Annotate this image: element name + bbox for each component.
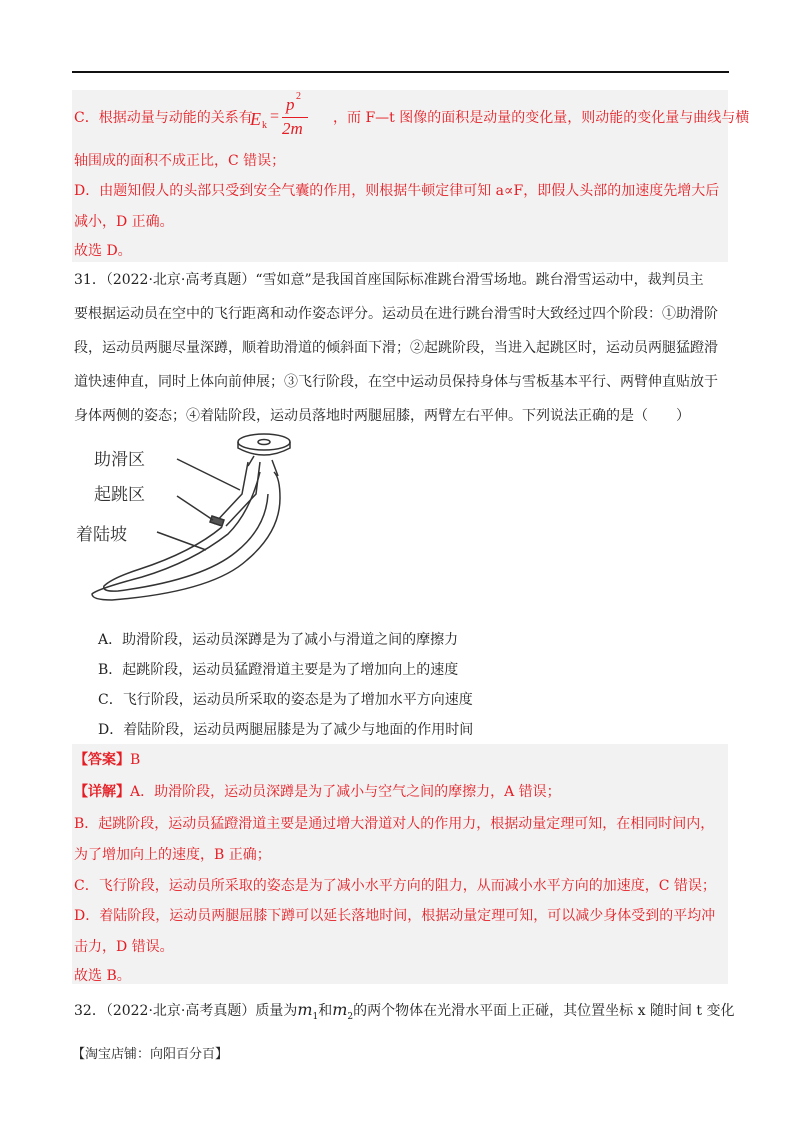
detail-tag: 【详解】 xyxy=(74,784,130,800)
conclusion-1: 故选 D。 xyxy=(74,243,132,259)
option-d: D．着陆阶段，运动员两腿屈膝是为了减少与地面的作用时间 xyxy=(98,722,474,738)
option-c: C．飞行阶段，运动员所采取的姿态是为了增加水平方向速度 xyxy=(98,692,473,708)
question-32-and: 和 xyxy=(318,1003,333,1019)
question-32-pre: 32．（2022·北京·高考真题）质量为 xyxy=(74,1003,298,1019)
detail-c: C．飞行阶段，运动员所采取的姿态是为了减小水平方向的阻力，从而减小水平方向的加速度，C 错误； xyxy=(74,878,716,894)
leader-line-landing xyxy=(157,532,206,550)
label-takeoff: 起跳区 xyxy=(94,485,145,505)
explanation-text: C．根据动量与动能的关系有 xyxy=(74,110,253,126)
question-31-line3: 段，运动员两腿尽量深蹲，顺着助滑道的倾斜面下滑；②起跳阶段，当进入起跳区时，运动员两腿猛蹬滑 xyxy=(74,340,718,356)
option-a: A．助滑阶段，运动员深蹲是为了减小与滑道之间的摩擦力 xyxy=(98,632,459,648)
header-rule xyxy=(72,71,729,73)
label-landing-slope: 着陆坡 xyxy=(76,525,127,545)
detail-d-line1: D．着陆阶段，运动员两腿屈膝下蹲可以延长落地时间，根据动量定理可知，可以减少身体受到的平均冲 xyxy=(74,908,716,924)
detail-b-line2: 为了增加向上的速度，B 正确； xyxy=(74,847,271,863)
conclusion-2: 故选 B。 xyxy=(74,968,131,984)
option-c-line2: 轴围成的面积不成正比，C 错误； xyxy=(74,153,286,169)
detail-b-line1: B．起跳阶段，运动员猛蹬滑道主要是通过增大滑道对人的作用力，根据动量定理可知，在相同时间内， xyxy=(74,816,715,832)
formula-e: E xyxy=(250,109,261,129)
mass-2-sub: 2 xyxy=(347,1011,354,1022)
tower-strut xyxy=(248,456,278,476)
answer-value: B xyxy=(130,752,141,768)
option-c-explanation xyxy=(74,108,253,128)
takeoff-zone xyxy=(210,516,224,526)
inrun-right-edge xyxy=(226,462,260,526)
option-d-line2: 减小，D 正确。 xyxy=(74,214,174,230)
question-31-line5: 身体两侧的姿态；④着陆阶段，运动员落地时两腿屈膝，两臂左右平伸。下列说法正确的是（ ） xyxy=(74,408,690,424)
question-31-line4: 道快速伸直，同时上体向前伸展；③飞行阶段，在空中运动员保持身体与雪板基本平行、两臂伸直贴放于 xyxy=(74,374,718,390)
formula-exponent: 2 xyxy=(296,91,301,102)
mass-2: m xyxy=(332,1000,348,1019)
leader-line-inrun xyxy=(177,459,240,490)
answer-line xyxy=(74,750,140,770)
option-d-line1: D．由题知假人的头部只受到安全气囊的作用，则根据牛顿定律可知 a∝F，即假人头部的加速度先增大后 xyxy=(74,183,720,199)
detail-line xyxy=(74,782,561,802)
formula-sub-k: k xyxy=(262,120,267,131)
fraction-bar xyxy=(282,117,308,118)
formula-denominator: 2m xyxy=(282,119,303,138)
detail-a: A．助滑阶段，运动员深蹲是为了减小与空气之间的摩擦力，A 错误； xyxy=(130,784,561,800)
question-31-line2: 要根据运动员在空中的飞行距离和动作姿态评分。运动员在进行跳台滑雪时大致经过四个阶段：①助滑阶 xyxy=(74,306,718,322)
option-c-explanation-cont xyxy=(333,108,749,128)
question-31-line1: 31．（2022·北京·高考真题）“雪如意”是我国首座国际标准跳台滑雪场地。跳台滑雪运动中，裁判员主 xyxy=(74,272,704,288)
label-inrun: 助滑区 xyxy=(94,450,145,470)
formula-numerator: p xyxy=(286,95,295,114)
mass-1-sub: 1 xyxy=(312,1011,319,1022)
detail-d-line2: 击力，D 错误。 xyxy=(74,939,174,955)
start-platform xyxy=(238,434,290,450)
question-32-line1 xyxy=(74,1000,734,1027)
ski-jump-diagram xyxy=(72,432,372,607)
option-b: B．起跳阶段，运动员猛蹬滑道主要是为了增加向上的速度 xyxy=(98,662,459,678)
answer-tag: 【答案】 xyxy=(74,752,130,768)
footer-shop: 【淘宝店铺：向阳百分百】 xyxy=(72,1047,229,1062)
kinetic-energy-formula xyxy=(250,91,330,145)
formula-equals: = xyxy=(270,108,280,125)
question-32-post: 的两个物体在光滑水平面上正碰，其位置坐标 x 随时间 t 变化 xyxy=(353,1003,735,1019)
platform-hole xyxy=(258,440,270,445)
explanation-text: ，而 F—t 图像的面积是动量的变化量，则动能的变化量与曲线与横 xyxy=(333,110,750,126)
mass-1: m xyxy=(297,1000,313,1019)
leader-line-takeoff xyxy=(177,496,213,520)
